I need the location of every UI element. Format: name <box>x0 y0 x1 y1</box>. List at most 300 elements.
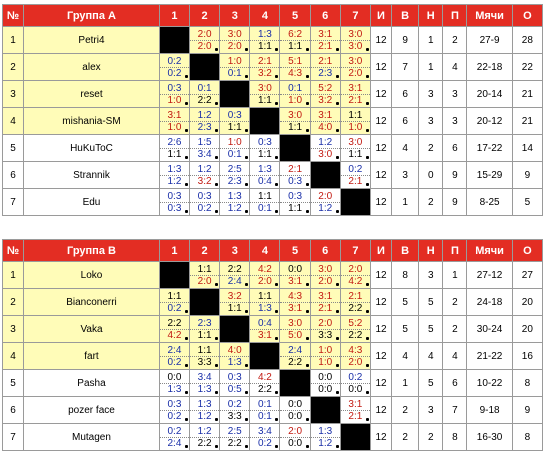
match-score-cell[interactable] <box>220 370 250 397</box>
score-value: 1:3 <box>190 383 219 395</box>
score-value: 4:2 <box>341 275 370 287</box>
match-score-cell[interactable] <box>340 262 370 289</box>
row-number: 6 <box>3 397 24 424</box>
stat-value: 24-18 <box>467 289 512 316</box>
match-score-cell[interactable] <box>340 289 370 316</box>
score-value: 2:0 <box>311 275 340 287</box>
match-score-cell[interactable] <box>250 27 280 54</box>
match-link-icon[interactable] <box>215 283 218 286</box>
team-name[interactable]: HuKuToC <box>24 135 160 162</box>
match-score-cell[interactable] <box>310 27 340 54</box>
match-link-icon[interactable] <box>366 337 369 340</box>
score-value: 4:0 <box>311 121 340 133</box>
stat-value: 6 <box>392 81 419 108</box>
match-link-icon[interactable] <box>366 418 369 421</box>
match-score-cell[interactable] <box>220 397 250 424</box>
team-name[interactable]: Loko <box>24 262 160 289</box>
stat-value: 4 <box>443 54 467 81</box>
score-value: 0:3 <box>197 190 212 202</box>
score-value: 3:0 <box>348 28 363 40</box>
match-score-cell[interactable] <box>280 108 310 135</box>
table-row <box>3 27 543 54</box>
match-score-cell[interactable] <box>280 27 310 54</box>
match-link-icon[interactable] <box>366 283 369 286</box>
match-score-cell[interactable] <box>159 316 189 343</box>
match-score-cell[interactable] <box>280 316 310 343</box>
col-opponent-header: 1 <box>159 240 189 262</box>
score-value: 2:1 <box>257 55 272 67</box>
match-score-cell[interactable] <box>190 397 220 424</box>
match-score-cell[interactable] <box>220 189 250 216</box>
match-score-cell[interactable] <box>250 424 280 451</box>
match-link-icon[interactable] <box>215 391 218 394</box>
match-link-icon[interactable] <box>185 364 188 367</box>
score-value: 1:5 <box>197 136 212 148</box>
match-score-cell[interactable] <box>250 162 280 189</box>
stat-value: 21 <box>512 81 542 108</box>
match-score-cell[interactable] <box>340 370 370 397</box>
match-link-icon[interactable] <box>306 418 309 421</box>
match-link-icon[interactable] <box>215 129 218 132</box>
match-score-cell[interactable] <box>340 108 370 135</box>
match-link-icon[interactable] <box>366 48 369 51</box>
table-row <box>3 54 543 81</box>
team-name[interactable]: alex <box>24 54 160 81</box>
match-score-cell[interactable] <box>190 27 220 54</box>
match-score-cell[interactable] <box>250 81 280 108</box>
match-score-cell[interactable] <box>190 108 220 135</box>
score-value: 3:0 <box>341 40 370 52</box>
col-opponent-header: 1 <box>159 5 189 27</box>
group-b-table <box>2 239 543 451</box>
score-value: 4:2 <box>257 263 272 275</box>
match-link-icon[interactable] <box>306 337 309 340</box>
match-score-cell[interactable] <box>159 135 189 162</box>
match-link-icon[interactable] <box>336 48 339 51</box>
match-score-cell[interactable] <box>280 397 310 424</box>
score-value: 2:0 <box>190 275 219 287</box>
score-value: 0:2 <box>348 163 363 175</box>
match-link-icon[interactable] <box>185 445 188 448</box>
match-score-cell[interactable] <box>220 27 250 54</box>
match-score-cell[interactable] <box>250 135 280 162</box>
match-score-cell[interactable] <box>340 316 370 343</box>
team-name[interactable]: Edu <box>24 189 160 216</box>
match-score-cell[interactable] <box>220 162 250 189</box>
match-score-cell[interactable] <box>280 54 310 81</box>
match-score-cell[interactable] <box>220 289 250 316</box>
stat-value: 21 <box>512 108 542 135</box>
stat-value: 2 <box>443 289 467 316</box>
match-score-cell[interactable] <box>280 81 310 108</box>
score-value: 1:2 <box>197 425 212 437</box>
match-score-cell[interactable] <box>220 135 250 162</box>
stat-value: 12 <box>370 262 391 289</box>
match-score-cell[interactable] <box>159 343 189 370</box>
match-score-cell[interactable] <box>159 397 189 424</box>
team-name[interactable]: pozer face <box>24 397 160 424</box>
match-link-icon[interactable] <box>366 183 369 186</box>
self-match-cell <box>220 81 250 108</box>
match-link-icon[interactable] <box>306 75 309 78</box>
score-value: 1:3 <box>257 28 272 40</box>
score-value: 1:0 <box>311 356 340 368</box>
match-link-icon[interactable] <box>306 445 309 448</box>
match-score-cell[interactable] <box>310 262 340 289</box>
col-stat-header: П <box>443 240 467 262</box>
score-value: 3:1 <box>318 290 333 302</box>
row-number: 4 <box>3 108 24 135</box>
score-value: 4:3 <box>280 67 309 79</box>
table-row <box>3 370 543 397</box>
match-score-cell[interactable] <box>310 189 340 216</box>
stat-value: 2 <box>443 316 467 343</box>
match-link-icon[interactable] <box>366 391 369 394</box>
score-value: 1:3 <box>220 356 249 368</box>
match-link-icon[interactable] <box>215 445 218 448</box>
score-value: 1:1 <box>220 302 249 314</box>
table-row <box>3 189 543 216</box>
stat-value: 5 <box>419 316 443 343</box>
match-score-cell[interactable] <box>250 289 280 316</box>
team-name[interactable]: reset <box>24 81 160 108</box>
score-value: 1:2 <box>220 202 249 214</box>
score-value: 1:1 <box>250 94 279 106</box>
match-score-cell[interactable] <box>159 370 189 397</box>
match-link-icon[interactable] <box>366 102 369 105</box>
match-score-cell[interactable] <box>220 343 250 370</box>
stat-value: 30-24 <box>467 316 512 343</box>
match-link-icon[interactable] <box>215 210 218 213</box>
match-score-cell[interactable] <box>310 316 340 343</box>
match-link-icon[interactable] <box>336 364 339 367</box>
match-link-icon[interactable] <box>366 310 369 313</box>
score-value: 1:2 <box>197 163 212 175</box>
score-value: 3:0 <box>257 82 272 94</box>
match-score-cell[interactable] <box>340 397 370 424</box>
match-score-cell[interactable] <box>220 262 250 289</box>
score-value: 4:3 <box>288 290 303 302</box>
match-score-cell[interactable] <box>190 343 220 370</box>
score-value: 2:0 <box>220 40 249 52</box>
col-num-header: № <box>3 240 24 262</box>
self-match-cell <box>190 54 220 81</box>
score-value: 5:2 <box>318 82 333 94</box>
score-value: 4:2 <box>160 329 189 341</box>
score-value: 0:2 <box>160 302 189 314</box>
stat-value: 22 <box>512 54 542 81</box>
match-score-cell[interactable] <box>190 162 220 189</box>
match-score-cell[interactable] <box>190 81 220 108</box>
match-score-cell[interactable] <box>190 370 220 397</box>
match-link-icon[interactable] <box>306 129 309 132</box>
stat-value: 7 <box>443 397 467 424</box>
match-link-icon[interactable] <box>306 210 309 213</box>
score-value: 2:2 <box>250 383 279 395</box>
stat-value: 4 <box>443 343 467 370</box>
match-link-icon[interactable] <box>185 102 188 105</box>
score-value: 0:0 <box>288 263 303 275</box>
team-name[interactable]: Bianconerri <box>24 289 160 316</box>
match-link-icon[interactable] <box>306 364 309 367</box>
score-value: 2:2 <box>167 317 182 329</box>
score-value: 1:2 <box>311 437 340 449</box>
stat-value: 4 <box>419 343 443 370</box>
score-value: 0:2 <box>160 67 189 79</box>
match-score-cell[interactable] <box>340 81 370 108</box>
match-link-icon[interactable] <box>185 183 188 186</box>
match-score-cell[interactable] <box>310 289 340 316</box>
match-score-cell[interactable] <box>340 162 370 189</box>
table-row <box>3 424 543 451</box>
score-value: 2:5 <box>227 163 242 175</box>
match-score-cell[interactable] <box>159 54 189 81</box>
match-link-icon[interactable] <box>366 75 369 78</box>
match-link-icon[interactable] <box>336 445 339 448</box>
match-score-cell[interactable] <box>340 54 370 81</box>
match-score-cell[interactable] <box>250 397 280 424</box>
match-score-cell[interactable] <box>159 189 189 216</box>
score-value: 1:2 <box>311 202 340 214</box>
match-score-cell[interactable] <box>250 54 280 81</box>
score-value: 2:4 <box>167 344 182 356</box>
stat-value: 9-18 <box>467 397 512 424</box>
match-link-icon[interactable] <box>215 183 218 186</box>
stat-value: 12 <box>370 343 391 370</box>
match-score-cell[interactable] <box>159 108 189 135</box>
score-value: 0:0 <box>280 410 309 422</box>
match-link-icon[interactable] <box>215 102 218 105</box>
match-link-icon[interactable] <box>185 310 188 313</box>
stat-value: 3 <box>419 262 443 289</box>
stat-value: 9 <box>512 162 542 189</box>
match-score-cell[interactable] <box>310 343 340 370</box>
stat-value: 3 <box>419 81 443 108</box>
match-score-cell[interactable] <box>220 108 250 135</box>
score-value: 2:5 <box>227 425 242 437</box>
score-value: 0:3 <box>227 109 242 121</box>
team-name[interactable]: fart <box>24 343 160 370</box>
score-value: 0:1 <box>250 202 279 214</box>
match-score-cell[interactable] <box>159 424 189 451</box>
table-row <box>3 343 543 370</box>
match-link-icon[interactable] <box>336 283 339 286</box>
match-score-cell[interactable] <box>190 262 220 289</box>
score-value: 1:1 <box>280 40 309 52</box>
match-score-cell[interactable] <box>310 135 340 162</box>
score-value: 3:0 <box>318 263 333 275</box>
match-link-icon[interactable] <box>185 337 188 340</box>
match-score-cell[interactable] <box>280 162 310 189</box>
match-link-icon[interactable] <box>215 337 218 340</box>
header-row <box>3 240 543 262</box>
group-a-table <box>2 4 543 216</box>
row-number: 2 <box>3 289 24 316</box>
score-value: 4:2 <box>257 371 272 383</box>
stat-value: 6 <box>443 370 467 397</box>
score-value: 0:2 <box>160 356 189 368</box>
match-score-cell[interactable] <box>340 27 370 54</box>
match-score-cell[interactable] <box>280 343 310 370</box>
score-value: 0:1 <box>197 82 212 94</box>
score-value: 1:0 <box>280 94 309 106</box>
match-link-icon[interactable] <box>336 210 339 213</box>
score-value: 0:0 <box>288 398 303 410</box>
match-link-icon[interactable] <box>215 364 218 367</box>
match-score-cell[interactable] <box>280 424 310 451</box>
score-value: 1:1 <box>160 148 189 160</box>
match-score-cell[interactable] <box>190 189 220 216</box>
match-link-icon[interactable] <box>336 391 339 394</box>
match-link-icon[interactable] <box>336 337 339 340</box>
match-link-icon[interactable] <box>185 75 188 78</box>
score-value: 1:0 <box>160 94 189 106</box>
stat-value: 7 <box>392 54 419 81</box>
score-value: 0:2 <box>167 55 182 67</box>
score-value: 1:2 <box>318 136 333 148</box>
score-value: 2:6 <box>167 136 182 148</box>
stat-value: 12 <box>370 316 391 343</box>
match-link-icon[interactable] <box>215 418 218 421</box>
self-match-cell <box>159 262 189 289</box>
stat-value: 14 <box>512 135 542 162</box>
match-link-icon[interactable] <box>336 129 339 132</box>
match-score-cell[interactable] <box>310 81 340 108</box>
match-score-cell[interactable] <box>159 162 189 189</box>
match-score-cell[interactable] <box>250 189 280 216</box>
stat-value: 9 <box>443 189 467 216</box>
match-score-cell[interactable] <box>280 189 310 216</box>
standings-table <box>2 4 543 216</box>
score-value: 3:1 <box>348 82 363 94</box>
match-score-cell[interactable] <box>310 54 340 81</box>
team-name[interactable]: Mutagen <box>24 424 160 451</box>
match-link-icon[interactable] <box>336 310 339 313</box>
match-link-icon[interactable] <box>336 102 339 105</box>
stat-value: 2 <box>392 397 419 424</box>
match-score-cell[interactable] <box>190 135 220 162</box>
stat-value: 5 <box>392 316 419 343</box>
match-link-icon[interactable] <box>306 283 309 286</box>
score-value: 1:3 <box>318 425 333 437</box>
score-value: 3:1 <box>167 109 182 121</box>
table-row <box>3 262 543 289</box>
stat-value: 4 <box>392 343 419 370</box>
score-value: 0:3 <box>280 175 309 187</box>
group-title: Группа B <box>24 240 160 262</box>
match-link-icon[interactable] <box>185 156 188 159</box>
row-number: 2 <box>3 54 24 81</box>
match-link-icon[interactable] <box>366 156 369 159</box>
match-score-cell[interactable] <box>159 289 189 316</box>
score-value: 2:0 <box>341 67 370 79</box>
score-value: 0:1 <box>220 67 249 79</box>
score-value: 0:3 <box>167 190 182 202</box>
match-score-cell[interactable] <box>340 135 370 162</box>
stat-value: 3 <box>392 162 419 189</box>
stat-value: 28 <box>512 27 542 54</box>
match-link-icon[interactable] <box>215 48 218 51</box>
score-value: 1:3 <box>167 163 182 175</box>
match-link-icon[interactable] <box>306 310 309 313</box>
match-link-icon[interactable] <box>366 129 369 132</box>
match-score-cell[interactable] <box>280 289 310 316</box>
stat-value: 1 <box>419 54 443 81</box>
score-value: 3:0 <box>288 109 303 121</box>
stat-value: 12 <box>370 81 391 108</box>
match-link-icon[interactable] <box>185 391 188 394</box>
score-value: 2:0 <box>288 425 303 437</box>
stat-value: 8 <box>512 370 542 397</box>
match-score-cell[interactable] <box>220 54 250 81</box>
score-value: 2:1 <box>341 94 370 106</box>
score-value: 2:0 <box>341 356 370 368</box>
col-stat-header: Н <box>419 5 443 27</box>
match-score-cell[interactable] <box>250 316 280 343</box>
col-opponent-header: 5 <box>280 240 310 262</box>
match-score-cell[interactable] <box>159 81 189 108</box>
score-value: 1:3 <box>227 190 242 202</box>
team-name[interactable]: Vaka <box>24 316 160 343</box>
stat-value: 12 <box>370 135 391 162</box>
score-value: 3:1 <box>318 109 333 121</box>
stat-value: 5 <box>512 189 542 216</box>
match-link-icon[interactable] <box>306 102 309 105</box>
team-name[interactable]: Pasha <box>24 370 160 397</box>
match-score-cell[interactable] <box>250 262 280 289</box>
score-value: 2:1 <box>311 302 340 314</box>
match-link-icon[interactable] <box>185 210 188 213</box>
col-stat-header: В <box>392 5 419 27</box>
table-row <box>3 397 543 424</box>
team-name[interactable]: Petri4 <box>24 27 160 54</box>
team-name[interactable]: mishania-SM <box>24 108 160 135</box>
score-value: 1:1 <box>280 202 309 214</box>
match-score-cell[interactable] <box>310 424 340 451</box>
match-link-icon[interactable] <box>185 418 188 421</box>
match-score-cell[interactable] <box>310 108 340 135</box>
match-link-icon[interactable] <box>366 364 369 367</box>
score-value: 3:3 <box>311 329 340 341</box>
stat-value: 8 <box>512 424 542 451</box>
match-score-cell[interactable] <box>310 370 340 397</box>
match-score-cell[interactable] <box>280 262 310 289</box>
col-opponent-header: 2 <box>190 240 220 262</box>
match-link-icon[interactable] <box>336 75 339 78</box>
match-link-icon[interactable] <box>306 48 309 51</box>
score-value: 2:4 <box>288 344 303 356</box>
score-value: 3:0 <box>348 55 363 67</box>
match-link-icon[interactable] <box>185 129 188 132</box>
match-score-cell[interactable] <box>250 370 280 397</box>
match-score-cell[interactable] <box>190 424 220 451</box>
match-score-cell[interactable] <box>220 424 250 451</box>
col-stat-header: О <box>512 240 542 262</box>
team-name[interactable]: Strannik <box>24 162 160 189</box>
match-score-cell[interactable] <box>190 316 220 343</box>
stat-value: 20 <box>512 316 542 343</box>
stat-value: 9 <box>392 27 419 54</box>
match-link-icon[interactable] <box>215 156 218 159</box>
col-opponent-header: 7 <box>340 240 370 262</box>
score-value: 0:3 <box>227 371 242 383</box>
match-link-icon[interactable] <box>306 183 309 186</box>
match-link-icon[interactable] <box>336 156 339 159</box>
match-score-cell[interactable] <box>340 343 370 370</box>
stat-value: 20-12 <box>467 108 512 135</box>
score-value: 0:4 <box>250 175 279 187</box>
self-match-cell <box>159 27 189 54</box>
